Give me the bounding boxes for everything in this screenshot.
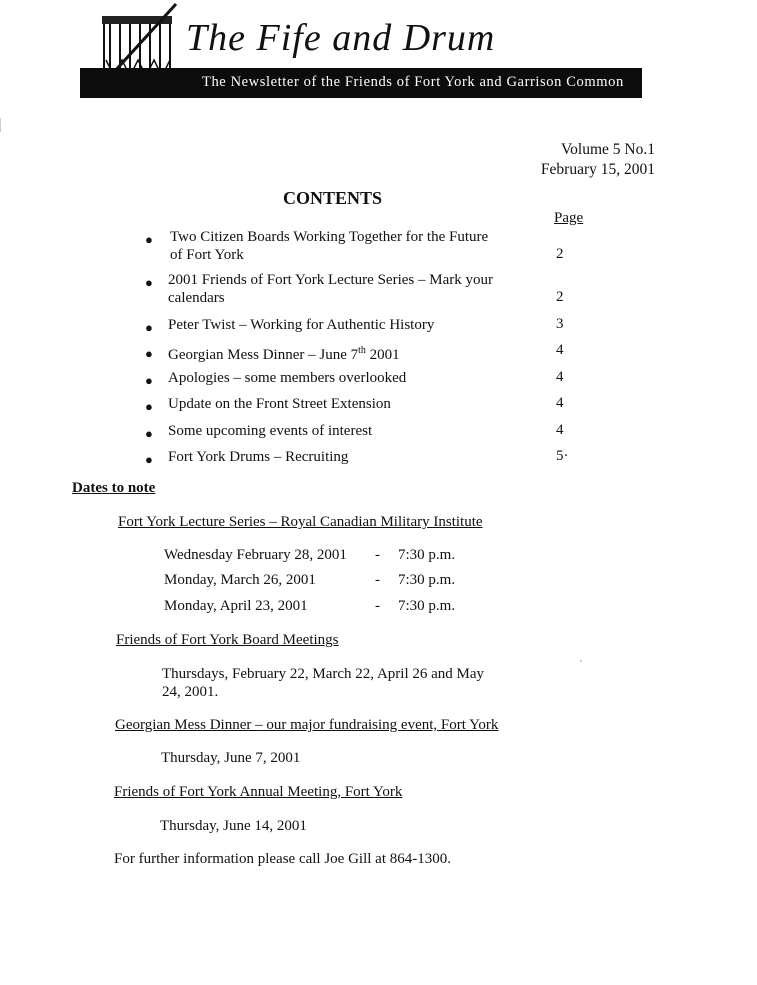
board-meetings-dates: Thursdays, February 22, March 22, April 26 and May (162, 666, 485, 682)
lecture-date: Monday, March 26, 2001 (164, 572, 316, 588)
bullet-icon: ● (145, 373, 153, 388)
contact-info: For further information please call Joe Gill at 864-1300. (114, 851, 451, 867)
toc-item-text: Fort York Drums – Recruiting (168, 449, 349, 465)
toc-item-text: 2001 (365, 347, 400, 363)
toc-page-number: 3 (556, 316, 564, 332)
annual-meeting-heading: Friends of Fort York Annual Meeting, Fort York (114, 784, 403, 800)
toc-item-superscript: th (358, 345, 366, 356)
toc-item-text: Georgian Mess Dinner – June 7 (168, 347, 359, 363)
bullet-icon: ● (145, 320, 153, 335)
lecture-date: Monday, April 23, 2001 (164, 598, 308, 614)
contents-heading: CONTENTS (283, 188, 383, 208)
volume-number: Volume 5 No.1 (560, 141, 655, 158)
lecture-dash: - (375, 547, 380, 563)
bullet-icon: ● (145, 452, 153, 467)
lecture-time: 7:30 p.m. (398, 598, 456, 614)
lecture-dash: - (375, 572, 380, 588)
board-meetings-heading: Friends of Fort York Board Meetings (116, 632, 339, 648)
newsletter-title: The Fife and Drum (186, 17, 496, 59)
mess-dinner-heading: Georgian Mess Dinner – our major fundraising event, Fort York (115, 717, 499, 733)
annual-meeting-date: Thursday, June 14, 2001 (160, 818, 307, 834)
toc-page-number: 4 (556, 342, 564, 358)
scan-mark (0, 118, 1, 132)
toc-item (170, 228, 488, 264)
mess-dinner-date: Thursday, June 7, 2001 (161, 750, 301, 766)
board-meetings-dates: 24, 2001. (162, 684, 219, 700)
toc-item (168, 342, 400, 364)
dates-heading: Dates to note (72, 480, 156, 496)
toc-item-text: calendars (168, 290, 225, 306)
issue-info (540, 140, 655, 180)
bullet-icon: ● (145, 346, 153, 361)
toc-item-text: Two Citizen Boards Working Together for the Future (170, 229, 489, 245)
toc-item-text: Apologies – some members overlooked (168, 370, 407, 386)
toc-item-text: 2001 Friends of Fort York Lecture Series – Mark your (168, 272, 493, 288)
toc-page-number: 5· (556, 448, 569, 464)
toc-page-number: 2 (556, 289, 564, 305)
bullet-icon: ● (145, 275, 153, 290)
lecture-dash: - (375, 598, 380, 614)
page-column-heading: Page (554, 210, 584, 226)
toc-item (168, 271, 493, 307)
lecture-date: Wednesday February 28, 2001 (164, 547, 347, 563)
lecture-series-heading: Fort York Lecture Series – Royal Canadian Military Institute (118, 514, 483, 530)
bullet-icon: ● (145, 399, 153, 414)
newsletter-subtitle: The Newsletter of the Friends of Fort York and Garrison Common (202, 74, 624, 90)
toc-item-text: Some upcoming events of interest (168, 423, 373, 439)
toc-item-text: Peter Twist – Working for Authentic History (168, 317, 435, 333)
lecture-time: 7:30 p.m. (398, 547, 456, 563)
toc-item-text: Update on the Front Street Extension (168, 396, 391, 412)
bullet-icon: ● (145, 232, 153, 247)
toc-page-number: 4 (556, 369, 564, 385)
lecture-time: 7:30 p.m. (398, 572, 456, 588)
toc-page-number: 4 (556, 422, 564, 438)
scan-mark (580, 660, 582, 662)
toc-item-text: of Fort York (170, 247, 244, 263)
bullet-icon: ● (145, 426, 153, 441)
issue-date: February 15, 2001 (540, 161, 655, 178)
toc-page-number: 2 (556, 246, 564, 262)
toc-page-number: 4 (556, 395, 564, 411)
